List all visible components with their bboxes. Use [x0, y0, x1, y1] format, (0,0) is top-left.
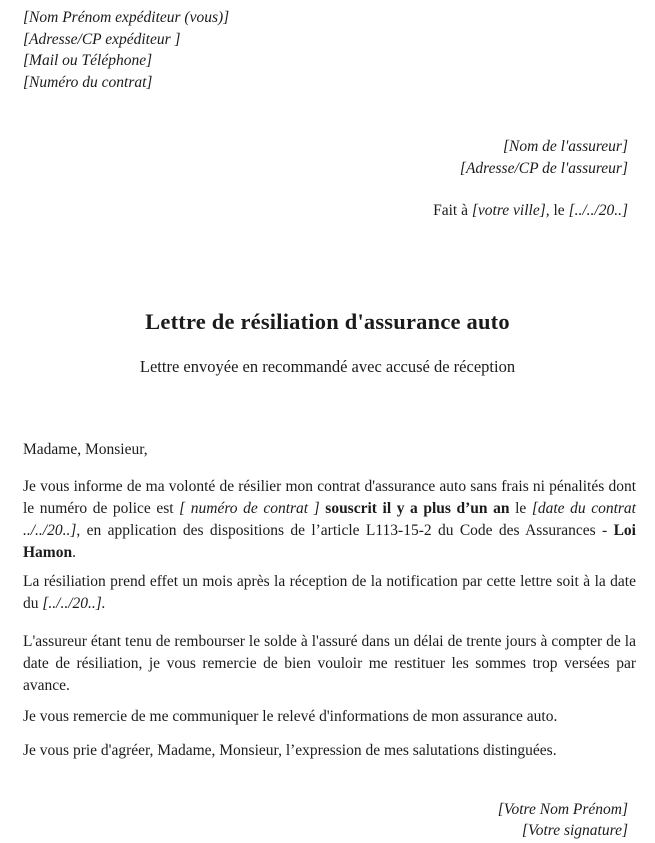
p2-date-placeholder: [../../20..]. — [42, 595, 106, 612]
p1-contract-date-placeholder: [date du contrat ../../20..] — [23, 500, 636, 539]
letter-body — [23, 439, 636, 762]
paragraph-effet — [23, 571, 636, 615]
sender-contact-line: [Mail ou Téléphone] — [23, 52, 153, 69]
date-line-prefix: Fait à — [433, 202, 472, 219]
paragraph-remboursement: L'assureur étant tenu de rembourser le solde à l'assuré dans un délai de trente jours à compter de la date de résiliation, je vous remercie de bien vouloir me restituer les sommes trop versées par avance. — [23, 633, 636, 694]
date-line-date-placeholder: [../../20..] — [568, 202, 628, 219]
sender-contract-line: [Numéro du contrat] — [23, 73, 153, 91]
salutation: Madame, Monsieur, — [23, 441, 148, 458]
sender-address-line: [Adresse/CP expéditeur ] — [23, 30, 181, 48]
recipient-name-line: [Nom de l'assureur] — [502, 138, 628, 155]
date-line-le: le — [549, 202, 569, 219]
recipient-address-line: [Adresse/CP de l'assureur] — [459, 160, 628, 177]
date-line — [433, 202, 628, 220]
signature-block — [498, 799, 628, 841]
p1-text-1: Je vous informe de ma volonté de résilier mon contrat d'assurance auto sans frais ni pénalités dont le numéro de police est — [23, 478, 636, 517]
signature-sign-placeholder: [Votre signature] — [521, 822, 628, 839]
recipient-block — [460, 136, 628, 180]
p1-bold-souscrit: souscrit il y a plus d’un an — [325, 500, 510, 517]
p2-text-1: La résiliation prend effet un mois après la réception de la notification par cette lettre soit à la date du — [23, 573, 636, 612]
paragraph-releve: Je vous remercie de me communiquer le relevé d'informations de mon assurance auto. — [23, 708, 558, 725]
p1-text-2: le — [509, 500, 532, 517]
sender-name-line: [Nom Prénom expéditeur (vous)] — [23, 9, 230, 26]
p1-text-4: . — [72, 544, 76, 561]
letter-title: Lettre de résiliation d'assurance auto — [145, 309, 510, 334]
p1-bold-loi-hamon: Loi Hamon — [23, 522, 636, 561]
signature-name-placeholder: [Votre Nom Prénom] — [497, 801, 628, 818]
paragraph-resiliation — [23, 476, 636, 564]
p1-contract-number-placeholder: [ numéro de contrat ] — [179, 500, 326, 517]
paragraph-salutations: Je vous prie d'agréer, Madame, Monsieur, l’expression de mes salutations distinguées. — [23, 742, 557, 759]
p1-text-3: , en application des dispositions de l’article L113-15-2 du Code des Assurances - — [76, 522, 614, 539]
letter-subtitle: Lettre envoyée en recommandé avec accusé de réception — [139, 357, 516, 376]
sender-block — [23, 7, 229, 93]
date-line-city-placeholder: [votre ville], — [471, 202, 550, 219]
